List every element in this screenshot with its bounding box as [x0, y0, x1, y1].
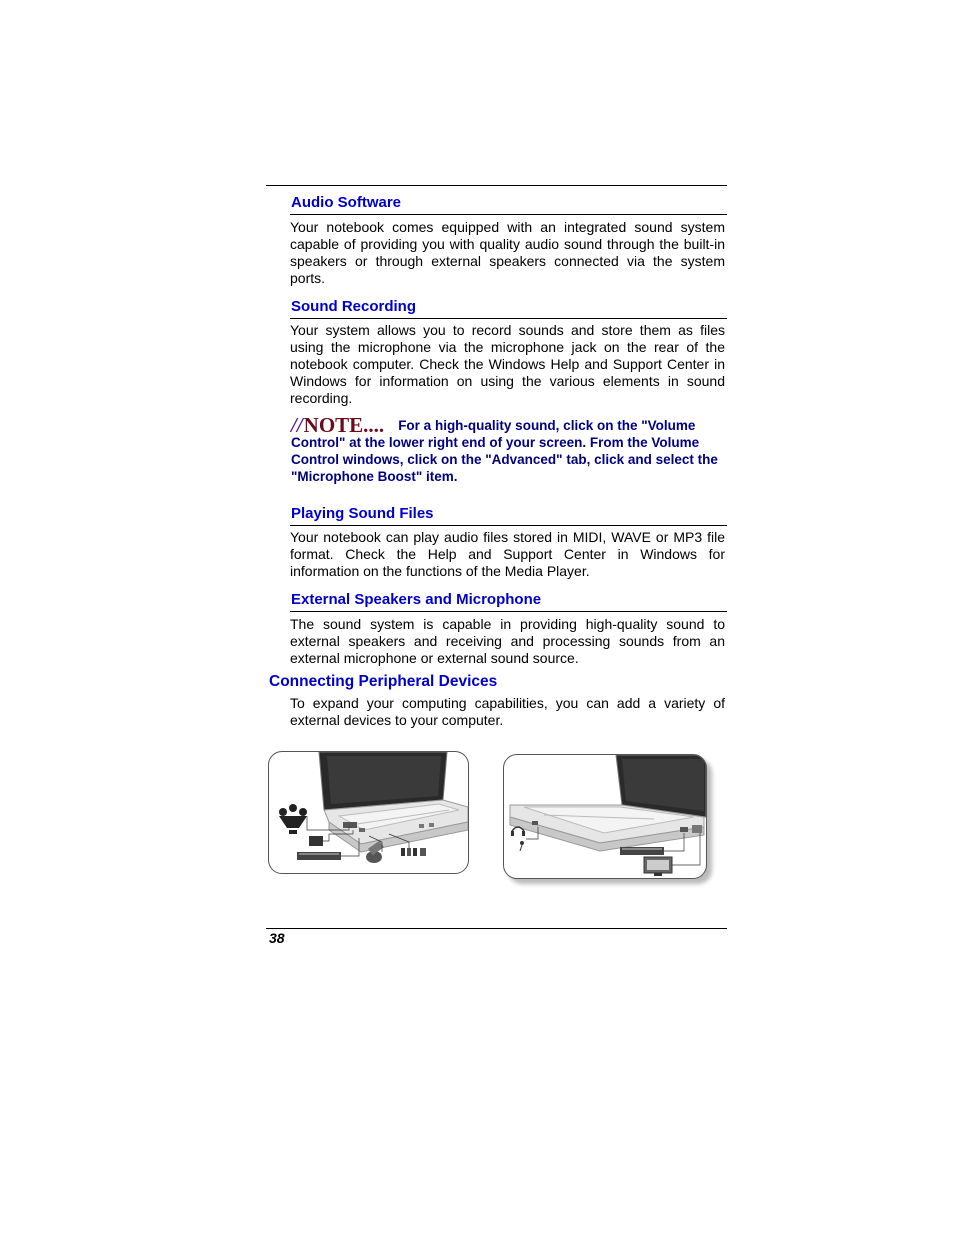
paragraph-sound-recording: Your system allows you to record sounds and store them as files using the microphone via the microphone jack on the rear of the notebook computer. Check the Windows Help and Support Center in Windows for information on using the various elements in sound recording. [290, 322, 725, 406]
notebook-right-illustration [504, 755, 706, 878]
page-number: 38 [269, 930, 285, 946]
note-text: For a high-quality sound, click on the "Volume Control" at the lower right end of your screen. From the Volume Control windows, click on the "Advanced" tab, click and select the "Microphone Boost" item. [291, 418, 718, 484]
paragraph-playing-sound-files: Your notebook can play audio files stored in MIDI, WAVE or MP3 file format. Check the Help and Support Center in Windows for information on the functions of the Media Player. [290, 529, 725, 579]
heading-connecting-peripherals: Connecting Peripheral Devices [269, 673, 498, 690]
paragraph-audio-software: Your notebook comes equipped with an integrated sound system capable of providing you with quality audio sound through the built-in speakers or through external speakers connected via the system ports. [290, 219, 725, 286]
paragraph-connecting-peripherals: To expand your computing capabilities, you can add a variety of external devices to your computer. [290, 695, 725, 728]
note-box [291, 413, 725, 485]
heading-playing-sound-files: Playing Sound Files [290, 505, 727, 526]
paragraph-external-speakers: The sound system is capable in providing high-quality sound to external speakers and receiving and processing sounds from an external microphone or external sound source. [290, 616, 725, 666]
notebook-left-illustration [269, 752, 468, 873]
figure-notebook-right-ports [503, 754, 707, 879]
heading-external-speakers: External Speakers and Microphone [290, 591, 727, 612]
bottom-rule [266, 928, 727, 929]
heading-audio-software: Audio Software [290, 194, 727, 215]
note-logo-icon: //NOTE.... [291, 413, 385, 437]
heading-sound-recording: Sound Recording [290, 298, 727, 319]
top-rule [266, 185, 727, 186]
figure-notebook-left-ports [268, 751, 469, 874]
